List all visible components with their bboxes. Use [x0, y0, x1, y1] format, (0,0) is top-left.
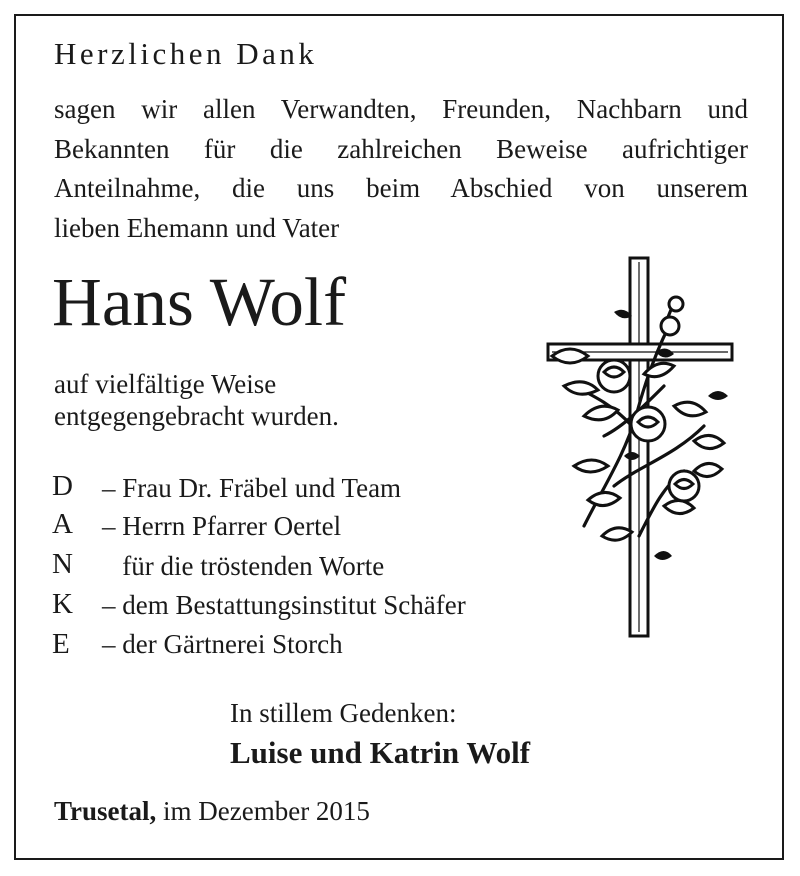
thanks-line: – Herrn Pfarrer Oertel: [102, 511, 342, 541]
thanks-line: – Frau Dr. Fräbel und Team: [102, 473, 402, 503]
danke-letter: A: [52, 508, 73, 540]
thanks-line: – der Gärtnerei Storch: [102, 629, 343, 659]
danke-letter: E: [52, 628, 70, 660]
closing-paragraph: [54, 368, 339, 432]
place-date: [54, 796, 370, 827]
place-name: Trusetal,: [54, 796, 157, 826]
cross-with-roses-icon: [544, 256, 736, 638]
danke-letter: N: [52, 548, 73, 580]
thanks-line: für die tröstenden Worte: [102, 551, 385, 581]
closing-line: entgegengebracht wurden.: [54, 401, 339, 431]
intro-paragraph: [54, 90, 748, 248]
signers: Luise und Katrin Wolf: [230, 735, 531, 770]
danke-letter: K: [52, 588, 73, 620]
intro-line: sagen wir allen Verwandten, Freunden, Nachbarn und: [54, 94, 748, 124]
intro-line: Bekannten für die zahlreichen Beweise aufrichtiger: [54, 133, 748, 164]
date-text: im Dezember 2015: [156, 796, 370, 826]
deceased-name: Hans Wolf: [52, 264, 347, 340]
intro-line: Anteilnahme, die uns beim Abschied von unserem: [54, 173, 748, 203]
closing-line: auf vielfältige Weise: [54, 369, 277, 399]
thanks-line: – dem Bestattungsinstitut Schäfer: [102, 590, 466, 620]
danke-letter: D: [52, 470, 73, 502]
memory-text: In stillem Gedenken:: [230, 698, 457, 728]
notice-heading: Herzlichen Dank: [54, 36, 318, 71]
intro-line: lieben Ehemann und Vater: [54, 212, 340, 243]
